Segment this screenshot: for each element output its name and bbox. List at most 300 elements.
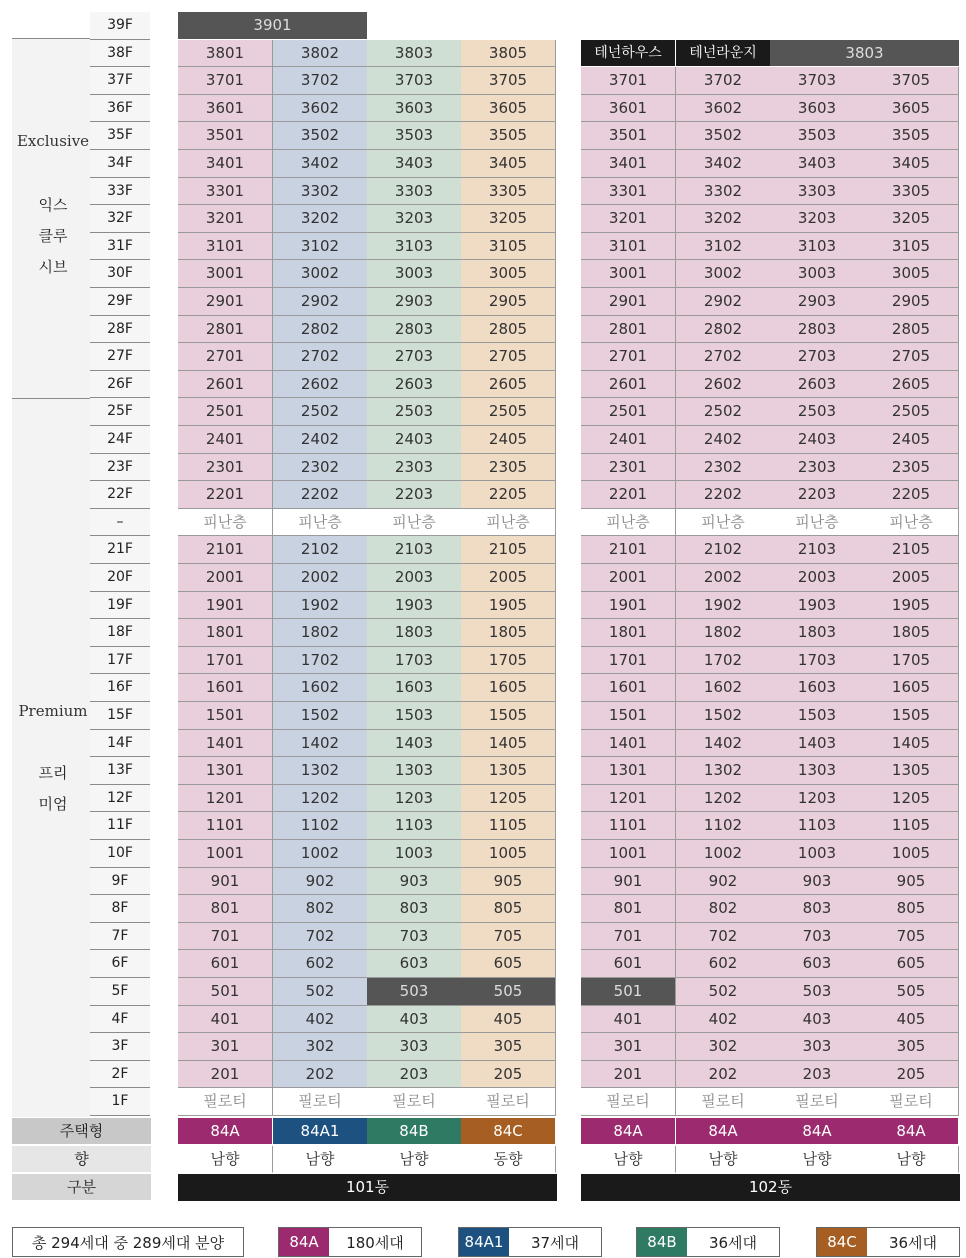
- floor-label: 2F: [90, 1061, 150, 1089]
- unit-cell-101: 1505: [461, 702, 556, 730]
- unit-cell-102: 2502: [676, 398, 771, 426]
- unit-cell-101: 3702: [273, 67, 368, 95]
- unit-cell-102: 3503: [770, 122, 865, 150]
- unit-cell-101-top: 3901: [178, 12, 368, 40]
- legend-count: 36세대: [888, 1233, 938, 1252]
- unit-cell-101: 1301: [178, 757, 273, 785]
- unit-cell-101: 2905: [461, 288, 556, 316]
- unit-cell-101: 702: [273, 923, 368, 951]
- unit-cell-101: 2205: [461, 481, 556, 509]
- unit-cell-102: 2805: [864, 316, 959, 344]
- floor-label: 19F: [90, 592, 150, 620]
- unit-cell-102: 1403: [770, 730, 865, 758]
- unit-cell-101: 1003: [367, 840, 462, 868]
- legend-item: [278, 1227, 422, 1257]
- floor-label: 8F: [90, 895, 150, 923]
- floor-label: 33F: [90, 178, 150, 206]
- unit-cell-101: 501: [178, 978, 273, 1006]
- unit-cell-102-top: 테넌하우스: [581, 40, 676, 68]
- floor-label: 7F: [90, 923, 150, 951]
- floor-label: 37F: [90, 67, 150, 95]
- zone-premium-en: Premium: [18, 702, 88, 720]
- unit-cell-101: 3501: [178, 122, 273, 150]
- unit-cell-101: 1503: [367, 702, 462, 730]
- unit-cell-102: 3403: [770, 150, 865, 178]
- unit-cell-102: 1201: [581, 785, 676, 813]
- unit-cell-101: 503: [367, 978, 462, 1006]
- floor-label: 30F: [90, 260, 150, 288]
- unit-cell-102: 2201: [581, 481, 676, 509]
- unit-cell-101: 2103: [367, 536, 462, 564]
- unit-cell-101: 1701: [178, 647, 273, 675]
- unit-cell-102: 1603: [770, 674, 865, 702]
- unit-cell-101: 1305: [461, 757, 556, 785]
- unit-cell-101: 2801: [178, 316, 273, 344]
- unit-cell-101: 1803: [367, 619, 462, 647]
- floor-label: 36F: [90, 95, 150, 123]
- unit-cell-101: 1602: [273, 674, 368, 702]
- floor-label: 17F: [90, 647, 150, 675]
- unit-cell-102: 1605: [864, 674, 959, 702]
- unit-cell-101: 3001: [178, 260, 273, 288]
- unit-cell-101: 601: [178, 950, 273, 978]
- unit-cell-101: 1002: [273, 840, 368, 868]
- unit-cell-102: 401: [581, 1006, 676, 1034]
- unit-cell-101: 2401: [178, 426, 273, 454]
- unit-cell-102: 901: [581, 868, 676, 896]
- unit-cell-101: 1302: [273, 757, 368, 785]
- unit-cell-101: 303: [367, 1033, 462, 1061]
- unit-cell-102: 2003: [770, 564, 865, 592]
- unit-cell-102: 3701: [581, 67, 676, 95]
- unit-cell-101: 1103: [367, 812, 462, 840]
- row-label-type: 주택형: [12, 1118, 151, 1145]
- unit-cell-101: 203: [367, 1061, 462, 1089]
- unit-cell-102: 403: [770, 1006, 865, 1034]
- unit-cell-101: 3803: [367, 40, 462, 68]
- unit-cell-101: 905: [461, 868, 556, 896]
- unit-cell-101: 1105: [461, 812, 556, 840]
- unit-cell-102: 1003: [770, 840, 865, 868]
- unit-cell-102: 2705: [864, 343, 959, 371]
- unit-cell-101: 705: [461, 923, 556, 951]
- unit-cell-101: 3402: [273, 150, 368, 178]
- unit-cell-102: 1405: [864, 730, 959, 758]
- floor-label: 38F: [90, 40, 150, 68]
- unit-cell-102: 1803: [770, 619, 865, 647]
- unit-cell-102: 302: [676, 1033, 771, 1061]
- unit-cell-101: 2302: [273, 454, 368, 482]
- floor-label: 18F: [90, 619, 150, 647]
- unit-cell-101: 피난층: [178, 509, 273, 537]
- unit-cell-101: 2603: [367, 371, 462, 399]
- unit-cell-102: 1903: [770, 592, 865, 620]
- unit-cell-101: 3603: [367, 95, 462, 123]
- unit-cell-102: 3302: [676, 178, 771, 206]
- unit-cell-101: 2501: [178, 398, 273, 426]
- unit-cell-102: 3405: [864, 150, 959, 178]
- unit-cell-102: 2902: [676, 288, 771, 316]
- unit-cell-102: 3402: [676, 150, 771, 178]
- unit-cell-102: 3401: [581, 150, 676, 178]
- legend-type-tag: 84C: [817, 1228, 867, 1256]
- unit-cell-101: 2703: [367, 343, 462, 371]
- unit-cell-101: 2402: [273, 426, 368, 454]
- unit-cell-102: 405: [864, 1006, 959, 1034]
- unit-cell-102: 1205: [864, 785, 959, 813]
- unit-cell-102: 2405: [864, 426, 959, 454]
- unit-cell-101: 3705: [461, 67, 556, 95]
- unit-cell-101: 2705: [461, 343, 556, 371]
- type-cell-102: 84A: [676, 1118, 771, 1145]
- unit-cell-101: 3102: [273, 233, 368, 261]
- unit-cell-101: 1401: [178, 730, 273, 758]
- unit-cell-102: 1805: [864, 619, 959, 647]
- unit-cell-101: 1005: [461, 840, 556, 868]
- unit-cell-101: 2702: [273, 343, 368, 371]
- legend-summary-text: 총 294세대 중 289세대 분양: [31, 1233, 225, 1252]
- unit-cell-101: 3301: [178, 178, 273, 206]
- unit-cell-101: 1202: [273, 785, 368, 813]
- unit-cell-102: 1303: [770, 757, 865, 785]
- unit-cell-102: 2302: [676, 454, 771, 482]
- floor-label: 34F: [90, 150, 150, 178]
- unit-cell-101: 2602: [273, 371, 368, 399]
- unit-cell-101: 피난층: [461, 509, 556, 537]
- legend-item: [636, 1227, 780, 1257]
- unit-cell-101: 1102: [273, 812, 368, 840]
- unit-cell-102: 903: [770, 868, 865, 896]
- unit-cell-101: 701: [178, 923, 273, 951]
- type-cell-101: 84A: [178, 1118, 273, 1145]
- unit-cell-102: 1901: [581, 592, 676, 620]
- type-cell-102: 84A: [581, 1118, 676, 1145]
- floor-label: 39F: [90, 12, 150, 40]
- unit-cell-102: 2703: [770, 343, 865, 371]
- unit-cell-102: 1302: [676, 757, 771, 785]
- unit-cell-101: 1902: [273, 592, 368, 620]
- unit-cell-102: 1401: [581, 730, 676, 758]
- unit-cell-102: 피난층: [676, 509, 771, 537]
- unit-cell-102: 3601: [581, 95, 676, 123]
- unit-cell-101: 1601: [178, 674, 273, 702]
- unit-cell-101: 1702: [273, 647, 368, 675]
- unit-cell-102: 202: [676, 1061, 771, 1089]
- unit-cell-101: 3403: [367, 150, 462, 178]
- unit-cell-102: 2105: [864, 536, 959, 564]
- unit-cell-101: 3101: [178, 233, 273, 261]
- unit-cell-102: 2501: [581, 398, 676, 426]
- unit-cell-102: 1102: [676, 812, 771, 840]
- direction-cell-102: 남향: [770, 1146, 865, 1173]
- unit-cell-101: 3205: [461, 205, 556, 233]
- unit-cell-102: 1705: [864, 647, 959, 675]
- unit-cell-101: 3202: [273, 205, 368, 233]
- unit-cell-101: 1703: [367, 647, 462, 675]
- unit-cell-102-top: 테넌라운지: [676, 40, 771, 68]
- direction-cell-101: 남향: [178, 1146, 273, 1173]
- floor-label: 31F: [90, 233, 150, 261]
- unit-cell-102: 필로티: [676, 1088, 771, 1116]
- legend-type-tag: 84A1: [459, 1228, 509, 1256]
- unit-cell-102: 3205: [864, 205, 959, 233]
- unit-cell-101: 205: [461, 1061, 556, 1089]
- unit-cell-102: 2505: [864, 398, 959, 426]
- type-cell-102: 84A: [770, 1118, 865, 1145]
- legend-count: 36세대: [708, 1233, 758, 1252]
- unit-cell-102: 2202: [676, 481, 771, 509]
- direction-cell-101: 동향: [461, 1146, 556, 1173]
- unit-cell-101: 802: [273, 895, 368, 923]
- unit-cell-101: 3601: [178, 95, 273, 123]
- unit-cell-101: 502: [273, 978, 368, 1006]
- unit-cell-102: 402: [676, 1006, 771, 1034]
- unit-cell-101: 2101: [178, 536, 273, 564]
- unit-cell-102: 3105: [864, 233, 959, 261]
- unit-cell-102: 203: [770, 1061, 865, 1089]
- zone-exclusive-en: Exclusive: [16, 132, 90, 150]
- unit-cell-101: 902: [273, 868, 368, 896]
- unit-cell-102: 1701: [581, 647, 676, 675]
- legend-summary: [12, 1227, 244, 1257]
- floor-label: 16F: [90, 674, 150, 702]
- unit-cell-102: 1505: [864, 702, 959, 730]
- unit-cell-102: 3102: [676, 233, 771, 261]
- unit-cell-101: 2301: [178, 454, 273, 482]
- floor-label: 11F: [90, 812, 150, 840]
- floor-label: 25F: [90, 398, 150, 426]
- unit-cell-102: 3203: [770, 205, 865, 233]
- unit-cell-102: 1801: [581, 619, 676, 647]
- unit-cell-102: 3501: [581, 122, 676, 150]
- unit-cell-102: 필로티: [770, 1088, 865, 1116]
- unit-cell-101: 305: [461, 1033, 556, 1061]
- unit-cell-102: 3703: [770, 67, 865, 95]
- unit-cell-102: 1402: [676, 730, 771, 758]
- building-102-label: 102동: [581, 1174, 960, 1201]
- unit-cell-102: 201: [581, 1061, 676, 1089]
- unit-cell-101: 2802: [273, 316, 368, 344]
- unit-cell-102: 1202: [676, 785, 771, 813]
- unit-cell-102: 1005: [864, 840, 959, 868]
- unit-cell-102: 1602: [676, 674, 771, 702]
- unit-cell-102: 1905: [864, 592, 959, 620]
- unit-cell-101: 1501: [178, 702, 273, 730]
- legend-type-tag: 84B: [637, 1228, 687, 1256]
- unit-cell-101: 1403: [367, 730, 462, 758]
- row-label-direction: 향: [12, 1146, 151, 1173]
- unit-cell-101: 703: [367, 923, 462, 951]
- unit-cell-102: 1301: [581, 757, 676, 785]
- unit-cell-102: 1502: [676, 702, 771, 730]
- unit-cell-102: 2205: [864, 481, 959, 509]
- unit-cell-101: 1201: [178, 785, 273, 813]
- unit-cell-101: 3405: [461, 150, 556, 178]
- unit-cell-102: 603: [770, 950, 865, 978]
- unit-cell-101: 3305: [461, 178, 556, 206]
- unit-cell-102: 803: [770, 895, 865, 923]
- unit-cell-102: 502: [676, 978, 771, 1006]
- unit-cell-101: 2903: [367, 288, 462, 316]
- unit-cell-101: 3602: [273, 95, 368, 123]
- unit-cell-102: 503: [770, 978, 865, 1006]
- unit-cell-102: 2801: [581, 316, 676, 344]
- unit-cell-101: 2405: [461, 426, 556, 454]
- unit-cell-101: 2601: [178, 371, 273, 399]
- unit-cell-101: 3503: [367, 122, 462, 150]
- building-101-label: 101동: [178, 1174, 557, 1201]
- unit-cell-101: 2001: [178, 564, 273, 592]
- unit-cell-101: 2002: [273, 564, 368, 592]
- floor-label: 27F: [90, 343, 150, 371]
- unit-cell-102: 305: [864, 1033, 959, 1061]
- unit-cell-102: 501: [581, 978, 676, 1006]
- unit-cell-102: 3702: [676, 67, 771, 95]
- unit-cell-102: 1203: [770, 785, 865, 813]
- unit-cell-101: 201: [178, 1061, 273, 1089]
- unit-cell-102: 2101: [581, 536, 676, 564]
- unit-cell-102: 2702: [676, 343, 771, 371]
- unit-cell-102: 2403: [770, 426, 865, 454]
- unit-cell-102: 2905: [864, 288, 959, 316]
- unit-cell-102: 301: [581, 1033, 676, 1061]
- floor-label: 1F: [90, 1088, 150, 1116]
- unit-cell-101: 803: [367, 895, 462, 923]
- unit-cell-101: 901: [178, 868, 273, 896]
- direction-cell-102: 남향: [864, 1146, 959, 1173]
- unit-cell-101: 302: [273, 1033, 368, 1061]
- unit-cell-101: 2605: [461, 371, 556, 399]
- unit-cell-101: 1101: [178, 812, 273, 840]
- unit-cell-101: 3801: [178, 40, 273, 68]
- unit-cell-101: 필로티: [273, 1088, 368, 1116]
- unit-cell-101: 2201: [178, 481, 273, 509]
- floor-label: 28F: [90, 316, 150, 344]
- unit-cell-101: 1605: [461, 674, 556, 702]
- unit-cell-102: 1501: [581, 702, 676, 730]
- unit-cell-101: 2202: [273, 481, 368, 509]
- legend-type-tag: 84A: [279, 1228, 329, 1256]
- unit-cell-101: 3203: [367, 205, 462, 233]
- unit-cell-101: 801: [178, 895, 273, 923]
- unit-cell-102: 2401: [581, 426, 676, 454]
- unit-cell-101: 3802: [273, 40, 368, 68]
- unit-cell-101: 필로티: [367, 1088, 462, 1116]
- floor-label: 35F: [90, 122, 150, 150]
- unit-cell-102: 2603: [770, 371, 865, 399]
- unit-cell-101: 1405: [461, 730, 556, 758]
- unit-cell-102: 801: [581, 895, 676, 923]
- unit-cell-101: 2803: [367, 316, 462, 344]
- unit-cell-102: 805: [864, 895, 959, 923]
- floor-label: 15F: [90, 702, 150, 730]
- unit-cell-101: 3605: [461, 95, 556, 123]
- unit-cell-101: 402: [273, 1006, 368, 1034]
- unit-cell-101: 602: [273, 950, 368, 978]
- floor-label: 5F: [90, 978, 150, 1006]
- floor-label: 9F: [90, 868, 150, 896]
- unit-cell-102: 3301: [581, 178, 676, 206]
- floor-label: 21F: [90, 536, 150, 564]
- unit-cell-102: 3202: [676, 205, 771, 233]
- row-label-division: 구분: [12, 1174, 151, 1201]
- floor-label: 4F: [90, 1006, 150, 1034]
- unit-cell-101: 3703: [367, 67, 462, 95]
- unit-cell-101: 3302: [273, 178, 368, 206]
- unit-cell-101: 3303: [367, 178, 462, 206]
- unit-cell-101: 301: [178, 1033, 273, 1061]
- unit-cell-101: 2102: [273, 536, 368, 564]
- unit-cell-102: 702: [676, 923, 771, 951]
- floor-label: 29F: [90, 288, 150, 316]
- unit-cell-101: 401: [178, 1006, 273, 1034]
- unit-cell-102: 303: [770, 1033, 865, 1061]
- unit-cell-101: 3103: [367, 233, 462, 261]
- unit-cell-102: 3001: [581, 260, 676, 288]
- unit-cell-101: 1402: [273, 730, 368, 758]
- unit-cell-101: 3505: [461, 122, 556, 150]
- unit-cell-101: 2005: [461, 564, 556, 592]
- type-cell-101: 84A1: [273, 1118, 368, 1145]
- unit-cell-101: 1805: [461, 619, 556, 647]
- unit-cell-102: 3305: [864, 178, 959, 206]
- unit-cell-102: 802: [676, 895, 771, 923]
- unit-cell-102: 피난층: [770, 509, 865, 537]
- unit-cell-102: 1702: [676, 647, 771, 675]
- unit-cell-101: 1802: [273, 619, 368, 647]
- floor-label: 32F: [90, 205, 150, 233]
- unit-cell-102: 1001: [581, 840, 676, 868]
- unit-cell-101: 2203: [367, 481, 462, 509]
- unit-cell-101: 2701: [178, 343, 273, 371]
- unit-cell-102: 3705: [864, 67, 959, 95]
- floor-label: 26F: [90, 371, 150, 399]
- unit-cell-102: 3003: [770, 260, 865, 288]
- unit-cell-101: 3502: [273, 122, 368, 150]
- unit-cell-101: 3005: [461, 260, 556, 288]
- unit-cell-102: 2001: [581, 564, 676, 592]
- unit-cell-101: 필로티: [178, 1088, 273, 1116]
- unit-cell-102: 3602: [676, 95, 771, 123]
- unit-cell-102: 902: [676, 868, 771, 896]
- unit-cell-102: 602: [676, 950, 771, 978]
- unit-cell-102: 2605: [864, 371, 959, 399]
- unit-cell-101: 505: [461, 978, 556, 1006]
- unit-cell-102: 1101: [581, 812, 676, 840]
- unit-cell-102: 2602: [676, 371, 771, 399]
- unit-cell-102: 3101: [581, 233, 676, 261]
- unit-cell-102: 601: [581, 950, 676, 978]
- floor-label: –: [90, 509, 150, 537]
- unit-cell-101: 3201: [178, 205, 273, 233]
- unit-cell-101: 2902: [273, 288, 368, 316]
- direction-cell-102: 남향: [676, 1146, 771, 1173]
- unit-cell-101: 903: [367, 868, 462, 896]
- legend-item: [816, 1227, 960, 1257]
- unit-cell-101: 603: [367, 950, 462, 978]
- unit-cell-101: 2303: [367, 454, 462, 482]
- unit-cell-101: 2105: [461, 536, 556, 564]
- unit-cell-101: 202: [273, 1061, 368, 1089]
- unit-cell-102: 1902: [676, 592, 771, 620]
- unit-cell-102: 705: [864, 923, 959, 951]
- unit-cell-101: 3805: [461, 40, 556, 68]
- unit-cell-102: 1105: [864, 812, 959, 840]
- unit-cell-101: 3105: [461, 233, 556, 261]
- unit-cell-101: 1001: [178, 840, 273, 868]
- unit-cell-101: 1801: [178, 619, 273, 647]
- unit-cell-102: 703: [770, 923, 865, 951]
